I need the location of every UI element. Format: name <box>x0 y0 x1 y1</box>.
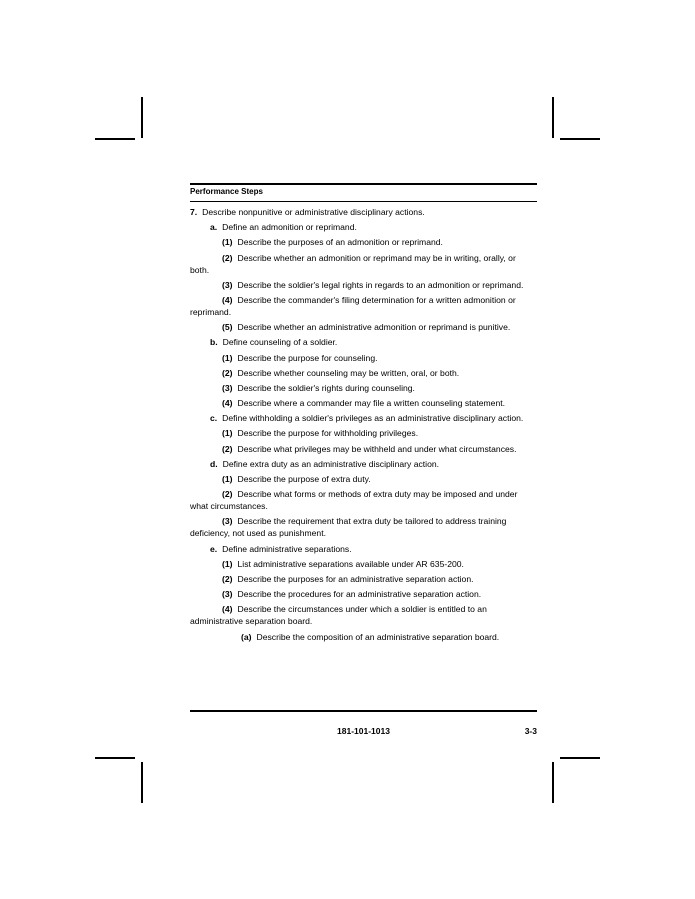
step-marker: (1) <box>222 558 233 569</box>
step-marker: (3) <box>222 589 233 600</box>
step-marker: (3) <box>222 279 233 290</box>
header-rule <box>190 201 537 202</box>
step-text: Describe the purpose for counseling. <box>237 352 378 363</box>
step-marker: (2) <box>222 252 233 263</box>
step-marker: (4) <box>222 604 233 615</box>
step-paragraph <box>190 352 535 364</box>
step-paragraph <box>190 443 535 455</box>
step-marker: (1) <box>222 428 233 439</box>
step-paragraph <box>190 543 535 555</box>
top-rule <box>190 183 537 185</box>
step-paragraph <box>190 236 535 248</box>
step-text: Describe the composition of an administrative separation board. <box>256 631 500 642</box>
step-paragraph <box>190 382 535 394</box>
step-marker: (3) <box>222 516 233 527</box>
step-paragraph <box>190 412 535 424</box>
step-paragraph <box>190 558 535 570</box>
crop-mark <box>95 138 135 140</box>
step-text: Define counseling of a soldier. <box>222 337 338 348</box>
step-text: Describe the circumstances under which a soldier is entitled to an administrative separation board. <box>190 604 487 627</box>
step-paragraph <box>190 221 535 233</box>
crop-mark <box>560 757 600 759</box>
step-marker: b. <box>210 337 218 348</box>
crop-mark <box>552 97 554 138</box>
step-text: Define withholding a soldier's privileges as an administrative disciplinary action. <box>222 413 524 424</box>
crop-mark <box>95 757 135 759</box>
step-marker: (2) <box>222 367 233 378</box>
step-paragraph <box>190 603 535 627</box>
step-marker: (3) <box>222 382 233 393</box>
step-text: Describe the procedures for an administrative separation action. <box>237 589 482 600</box>
step-text: Describe the requirement that extra duty be tailored to address training deficiency, not used as punishment. <box>190 516 507 539</box>
crop-mark <box>560 138 600 140</box>
step-text: Describe what forms or methods of extra duty may be imposed and under what circumstances. <box>190 489 518 512</box>
step-text: Describe the purpose of extra duty. <box>237 474 371 484</box>
step-text: Describe the purpose for withholding privileges. <box>237 428 419 439</box>
step-marker: (4) <box>222 398 233 409</box>
step-text: Describe whether an administrative admonition or reprimand is punitive. <box>237 322 511 333</box>
step-text: Describe whether counseling may be written, oral, or both. <box>237 367 460 378</box>
document-id: 181-101-1013 <box>337 726 390 736</box>
step-paragraph <box>190 488 535 512</box>
step-text: Define administrative separations. <box>222 543 352 554</box>
step-paragraph <box>190 321 535 333</box>
step-marker: e. <box>210 543 218 554</box>
step-text: Describe the soldier's legal rights in regards to an admonition or reprimand. <box>237 279 524 290</box>
step-paragraph <box>190 336 535 348</box>
step-text: Describe whether an admonition or reprimand may be in writing, orally, or both. <box>190 252 516 275</box>
step-marker: (2) <box>222 443 233 454</box>
step-paragraph <box>190 473 535 485</box>
step-paragraph <box>190 206 535 218</box>
step-marker: (1) <box>222 474 233 484</box>
step-marker: 7. <box>190 207 198 217</box>
step-paragraph <box>190 397 535 409</box>
step-marker: (4) <box>222 294 233 305</box>
page-number: 3-3 <box>524 726 537 736</box>
step-text: Describe the soldier's rights during counseling. <box>237 382 415 393</box>
step-paragraph <box>190 515 535 539</box>
performance-steps-list <box>190 206 535 646</box>
step-paragraph <box>190 588 535 600</box>
step-marker: (a) <box>241 631 252 642</box>
step-marker: (1) <box>222 237 233 248</box>
step-text: Describe what privileges may be withheld and under what circumstances. <box>237 443 517 454</box>
step-paragraph <box>190 458 535 470</box>
step-marker: (1) <box>222 352 233 363</box>
crop-mark <box>141 762 143 803</box>
step-marker: c. <box>210 413 218 424</box>
step-paragraph <box>190 367 535 379</box>
step-marker: (2) <box>222 489 233 500</box>
step-text: Describe where a commander may file a written counseling statement. <box>237 398 505 409</box>
step-text: List administrative separations available under AR 635-200. <box>237 558 464 569</box>
step-paragraph <box>190 252 535 276</box>
section-title: Performance Steps <box>190 187 263 196</box>
bottom-rule <box>190 710 537 712</box>
step-text: Describe the purposes of an admonition or reprimand. <box>237 237 443 248</box>
step-paragraph <box>190 573 535 585</box>
step-paragraph <box>190 279 535 291</box>
step-marker: (5) <box>222 322 233 333</box>
step-text: Define an admonition or reprimand. <box>222 222 357 233</box>
crop-mark <box>141 97 143 138</box>
step-text: Describe nonpunitive or administrative disciplinary actions. <box>202 207 425 217</box>
step-paragraph <box>190 294 535 318</box>
step-paragraph <box>190 427 535 439</box>
crop-mark <box>552 762 554 803</box>
step-marker: d. <box>210 458 218 469</box>
step-marker: a. <box>210 222 218 233</box>
step-text: Describe the purposes for an administrative separation action. <box>237 573 474 584</box>
step-marker: (2) <box>222 573 233 584</box>
step-text: Describe the commander's filing determination for a written admonition or reprimand. <box>190 294 516 317</box>
step-paragraph <box>190 631 535 643</box>
step-text: Define extra duty as an administrative disciplinary action. <box>222 458 440 469</box>
